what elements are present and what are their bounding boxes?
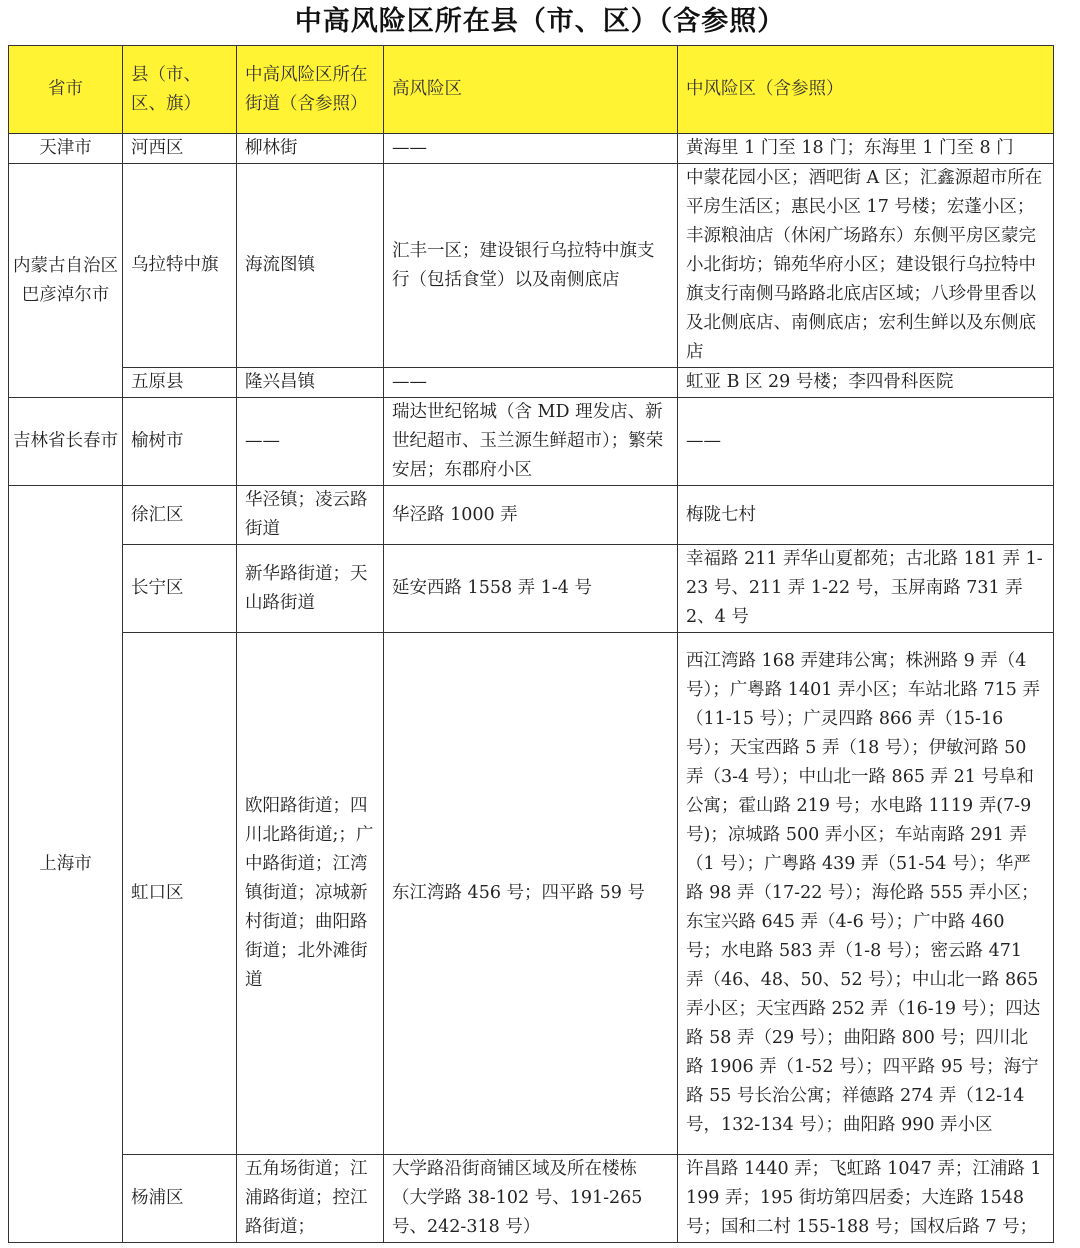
street-cell: 新华路街道；天山路街道	[237, 545, 384, 633]
county-cell: 长宁区	[123, 545, 237, 633]
table-row	[9, 545, 1054, 633]
table-header-row	[9, 46, 1054, 134]
table-row	[9, 164, 1054, 368]
high-risk-cell: 汇丰一区；建设银行乌拉特中旗支行（包括食堂）以及南侧底店	[384, 164, 678, 368]
table-row	[9, 134, 1054, 164]
header-medium-risk: 中风险区（含参照）	[678, 46, 1054, 134]
county-cell: 杨浦区	[123, 1155, 237, 1243]
high-risk-cell: 瑞达世纪铭城（含 MD 理发店、新世纪超市、玉兰源生鲜超市）；繁荣安居；东郡府小区	[384, 398, 678, 486]
street-cell: 欧阳路街道；四川北路街道;；广中路街道；江湾镇街道；凉城新村街道；曲阳路街道；北外滩街道	[237, 633, 384, 1155]
county-cell: 乌拉特中旗	[123, 164, 237, 368]
document-title: 中高风险区所在县（市、区）（含参照）	[294, 6, 786, 37]
header-province: 省市	[9, 46, 123, 134]
medium-risk-cell: 西江湾路 168 弄建玮公寓；株洲路 9 弄（4 号）；广粤路 1401 弄小区；车站北路 715 弄（11-15 号）；广灵四路 866 弄（15-16 号）；天宝西路 5 弄（18 号）；伊敏河路 50 弄（3-4 号）；中山北一路 865 弄 21 号阜和公寓；霍山路 219 号；水电路 1119 弄(7-9 号)；凉城路 500 弄小区；车站南路 291 弄（1 号）；广粤路 439 弄（51-54 号）；华严路 98 弄（17-22 号）；海伦路 555 弄小区；东宝兴路 645 弄（4-6 号）；广中路 460 号；水电路 583 弄（1-8 号）；密云路 471 弄（46、48、50、52 号）；中山北一路 865 弄小区；天宝西路 252 弄（16-19 号）；四达路 58 弄（29 号）；曲阳路 800 号；四川北路 1906 弄（1-52 号）；四平路 95 号；海宁路 55 号长治公寓；祥德路 274 弄（12-14 号，132-134 号）；曲阳路 990 弄小区	[678, 633, 1054, 1155]
county-cell: 榆树市	[123, 398, 237, 486]
high-risk-cell: 大学路沿街商铺区域及所在楼栋（大学路 38-102 号、191-265 号、242-318 号）	[384, 1155, 678, 1243]
medium-risk-cell: 许昌路 1440 弄；飞虹路 1047 弄；江浦路 1199 弄；195 街坊第四居委；大连路 1548 号；国和二村 155-188 号；国权后路 7 号；	[678, 1155, 1054, 1243]
province-cell: 内蒙古自治区巴彦淖尔市	[9, 164, 123, 398]
medium-risk-cell: 幸福路 211 弄华山夏都苑；古北路 181 弄 1-23 号、211 弄 1-22 号，玉屏南路 731 弄 2、4 号	[678, 545, 1054, 633]
medium-risk-cell: 中蒙花园小区；酒吧街 A 区；汇鑫源超市所在平房生活区；惠民小区 17 号楼；宏蓬小区；丰源粮油店（休闲广场路东）东侧平房区蒙完小北街坊；锦苑华府小区；建设银行乌拉特中旗支行南侧马路路北底店区域；八珍骨里香以及北侧底店、南侧底店；宏利生鲜以及东侧底店	[678, 164, 1054, 368]
street-cell: 柳林街	[237, 134, 384, 164]
table-row	[9, 1155, 1054, 1243]
street-cell: ——	[237, 398, 384, 486]
medium-risk-cell: 虹亚 B 区 29 号楼；李四骨科医院	[678, 368, 1054, 398]
province-cell: 天津市	[9, 134, 123, 164]
street-cell: 隆兴昌镇	[237, 368, 384, 398]
table-row	[9, 486, 1054, 545]
header-high-risk: 高风险区	[384, 46, 678, 134]
county-cell: 虹口区	[123, 633, 237, 1155]
high-risk-cell: 华泾路 1000 弄	[384, 486, 678, 545]
province-cell: 吉林省长春市	[9, 398, 123, 486]
street-cell: 五角场街道；江浦路街道；控江路街道；	[237, 1155, 384, 1243]
county-cell: 河西区	[123, 134, 237, 164]
table-row	[9, 633, 1054, 1155]
high-risk-cell: ——	[384, 134, 678, 164]
medium-risk-cell: ——	[678, 398, 1054, 486]
risk-area-table	[8, 45, 1054, 1243]
street-cell: 海流图镇	[237, 164, 384, 368]
high-risk-cell: ——	[384, 368, 678, 398]
county-cell: 徐汇区	[123, 486, 237, 545]
medium-risk-cell: 黄海里 1 门至 18 门；东海里 1 门至 8 门	[678, 134, 1054, 164]
county-cell: 五原县	[123, 368, 237, 398]
table-row	[9, 368, 1054, 398]
province-cell: 上海市	[9, 486, 123, 1243]
header-street: 中高风险区所在街道（含参照）	[237, 46, 384, 134]
table-row	[9, 398, 1054, 486]
street-cell: 华泾镇；凌云路街道	[237, 486, 384, 545]
high-risk-cell: 东江湾路 456 号；四平路 59 号	[384, 633, 678, 1155]
medium-risk-cell: 梅陇七村	[678, 486, 1054, 545]
high-risk-cell: 延安西路 1558 弄 1-4 号	[384, 545, 678, 633]
header-county: 县（市、区、旗）	[123, 46, 237, 134]
